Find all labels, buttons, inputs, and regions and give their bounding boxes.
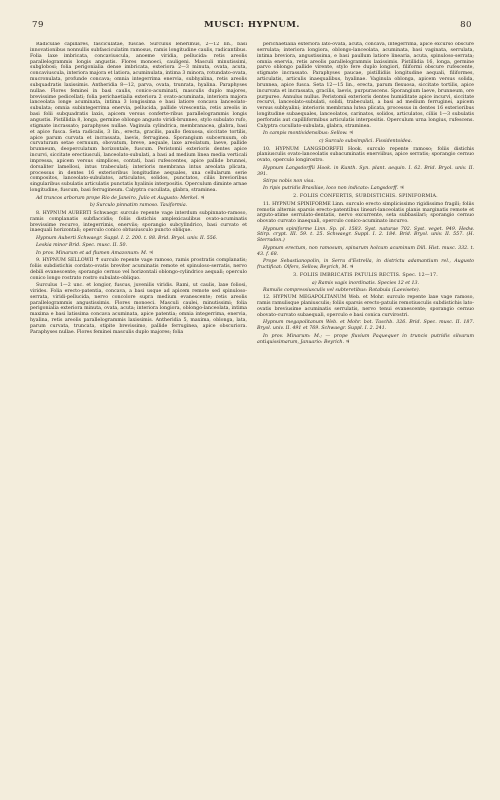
locality-line: In prov. Minarum et ad flumen Amazonum: M. ♃ <box>36 250 154 256</box>
running-header <box>30 20 474 34</box>
section-line: 3. FOLIIS IMBRICATIS PATULIS RECTIS. Spec. 12—17. <box>293 272 438 278</box>
citation-line: Hypnum erectum, non ramosum, spinarum holcum acuminum Dill. Hist. musc. 332. t. 43. f. 68. <box>257 245 474 257</box>
locality-line: In prov. Minarum: M.; — prope fluvium Paquequer in truncis putridis silvarum antiquissimarum, Januario: Beyrich. ♃ <box>257 333 474 345</box>
citation-line: Stirps nobis non visa. <box>263 178 315 184</box>
right-column <box>257 42 474 782</box>
running-title: MUSCI: HYPNUM. <box>204 20 300 30</box>
paragraph: 10. HYPNUM LANGSDORFFII Hook. surculo repente ramoso; foliis distichis planiusculis ovato-lanceolatis subacuminatis enerviibus, apice serratis; sporangio cernuo ovato, operculo longirostro. <box>257 146 474 164</box>
sub-line: a) Ramis vagis inordinatis. Species 12 et 13. <box>311 280 420 286</box>
paragraph: Surculus 1—2 unc. et longior, fuscus, juvenilis viridis. Rami, ut caulis, laxe foliosi, virides. Folia erecto-patentia, concava, a basi usque ad apicem remote sed spinuloso-serrata, viridi-pellucida, nervo concolore supra medium evanescente; retis areolis parallelogrammis angustissimis. Flores monoeci. Masculi caulei, minutissimi; folia perigonialia exteriora minuta, ovata, acuta; interiora longiora, oblongo-lanceolata, intima maxima e basi latissima concava acuminata, apice patentia; omnia integerrima, enervia, hyalina, retis areolis parallelogrammis laxissimis. Antheridia 5, maxima, oblonga, lata, parum curvata, truncata, stipite brevissimo, pallide ferruginea, apice obscuriora. Paraphyses nullae. Flores feminei masculis duplo majores; folia <box>30 283 247 335</box>
citation-line: Ramulis compressiusculis vel subteretibus: Rotabula (Laevisete). <box>263 288 421 293</box>
citation-line: Ad truncos arborum prope Rio de Janeiro, Julio et Augusto: Merkel. ♃ <box>36 195 205 201</box>
citation-line: Leskia minor Brid. Spec. musc. II. 50. <box>36 243 127 249</box>
paragraph: 12. HYPNUM MEGAPOLITANUM Web. et Mohr. surculo repente laxe vage ramoso, ramis ramulisque planiusculis; foliis sparsis erecto-patulis remotiusculis subdistichis lato-ovatis breviusime acuminatis serrulatis, nervo tenui evanescente; sporangio cernuo obovato-curvato subaequali, operculo e basi conica curvirostri. <box>257 295 474 318</box>
locality-line: In campis montividensibus: Sellow. ♃ <box>263 131 354 137</box>
page-number-right: 80 <box>460 20 472 30</box>
page-number-left: 79 <box>32 20 44 30</box>
paragraph: 9. HYPNUM SELLOWII ✝ surculo repente vage ramoso, ramis prostratis complanatis; foliis subdistichis cordato-ovatis breviter acuminatis remote et spinuloso-serratis, nervo debili evanescente; sporangio cernuo vel horizontali oblongo-cylindrico aequali; operculo conico longo rostrato rostro subulato-obliquo. <box>30 258 247 281</box>
locality-line: In ripis putridis Brasiliae, loco non indicato: Langsdorff. ♃ <box>263 186 405 192</box>
locality-line: Prope Sebastianopolin, in Serra d'Estrella, in districtu adamantium rel., Augusto fructificat: Olfers, Sellow, Beyrich, M. ♃ <box>257 259 474 270</box>
text-columns <box>30 42 474 782</box>
paragraph: Radiculae capillares, fasciculatae, fuscae. Surculus lenerimus, 2—12 lin., basi innovationibus nonnullis subfasciculatim ramosus, ramis longitudine caulis, radicantibus. Folia laxe imbricata, concaviuscula, anoeme viridia, pellucida: retis areolis parallelogrammis longis angustis. Flores monoeci, cauligeni. Masculi minutissimi, subglobosi; folia perigonialia dense imbricata, exteriora 2—3 minuta, ovata, acuta, concaviuscula, interiora majora et latiora, acuminulata, intima 3 minora, rotundato-ovata, mucronulata, profunde concava; omnia integerrima enervia, subhyalina, retis areolis subquadratis laxissimis. Antheridia 8—12, parva, ovata, trunrata, hyalina. Paraphyses nullae. Flores feminei in basi caulis, conico-acuminati, masculis duplo majores, brevissime pedicellati; folia perichaetialia exteriora 2 ovato-acuminata, interiora majora lanceolata longe acuminata, intima 3 longissima e basi latiore concava lanceolato-subulata; omnia subintegerrima enervia, pellucida, pallide virescentia, retis areolis in basi folii subquadratis laxis, apicem versus conferte-ribus parallelogrammis longis angustis. Pistillidia 8, longa, germine oblongo angusto viridi-brunneo, stylo subulato rufo, stigmate incrassato; paraphyses nullae. Vaginula cylindrica, membranacea, glabra, basi et apice fusca. Seta radicalis, 3 lin., erecta, gracilis, paullo flexuosa, siccitate tortilis, apice parum curvata et incrassata, laevis, ferruginea. Sporangium subcernuum, ob curvaturam setae cernuum, obovatum, breve, aequale, laxe areolatum, laeve, pallide brunneum, deoperculatum horizontale, fuscum. Peristomii exterioris dentes apice incurvi, siccitate erectiusculi, lanceolato-subulati, a basi ad medium linea media verticali impressa, apicem versus simplices, contati, basi rufescentes, apice pallide brunnei, dorsaliter lamellosi, intus trabeculati; interioris membrana intus areolata plicata, processus in dentes 16 exterioribus longitudine aequales, una cellularum serie compositos, lanceolato-subulatos, articulatos, solidos, punctatos, ciliis brevioribus singularibus subulatis articulatis punctatis hyalinis interpositis. Operculum diminte arnae longitudine, fuscum, basi ferrugineum. Calyptra cucullata, glabra, straminea. <box>30 42 247 194</box>
sub-line: b) Surculo pinnatim ramoso. Taxiformia. <box>89 203 188 209</box>
paragraph: 11. HYPNUM SPINIFORME Linn. surculo erecto simplicissimo rigidissimo fragili; foliis remotis alternis sparsis erecto-patentibus lineari-lanceolatis planis marginatis remote et arguto-atime serrulato-dentatis, nervo excurrente, seta subbasilari; sporangio cernuo obovato curvato inaequali, operculo conico-acuminato incurvo. <box>257 201 474 225</box>
sub-line: c) Surculo subsimplici. Fissidentoidea. <box>318 139 413 145</box>
citation-line: Hypnum megapolitanum Web. et Mohr. bot. Taschb. 326. Brid. Spec. musc. II. 187. Bryol. univ. II. 491 et 769. Schwaegr. Suppl. I. 2. 241. <box>257 320 474 332</box>
section-line: 2. FOLIIS CONFERTIS, SUBDISTICHIS. SPINIFORMIA. <box>293 194 438 200</box>
citation-line: Hypnum Auberti Schwaegr. Suppl. I. 2. 200. t. 88. Brid. Bryol. univ. II. 556. <box>36 235 218 241</box>
left-column <box>30 42 247 782</box>
citation-line: Hypnum spiniforme Linn. Sp. pl. 1583. Syst. naturae 702. Syst. veget. 949. Hedw. Stirp. crypt. III. 59. t. 25. Schwaegr. Suppl. I. 2. 184. Brid. Bryol. univ. II. 557. (H. Sterradon.) <box>257 226 474 244</box>
citation-line: Hypnum Langsdorffii Hook. in Kunth. Syn. plant. aequin. I. 62. Brid. Bryol. univ. II. 391. <box>257 165 474 177</box>
paragraph: 8. HYPNUM AUBERTI Schwaegr. surculo repente vage interdum subpinnato-ramoso, ramis complanatis subflaccidis; foliis distichis amplexicaulibus ovato-acuminatis brevissime recurvo, integerrimis, enerviis; sporangio subcylindrico, basi curvato et inaequali horizontali; operculo conico obtusiusculo puncto oblique. <box>30 210 247 234</box>
paragraph: perichaetialia exteriora lato-ovata, acuta, concava, integerrima, apice excurso obscure serrulata; interiora longiora, oblongo-lanceolata, acuminata, basi vaginata, serrulata, intima breviora, angustissima, e basi paullum latiore linearia, acuta, spinuloso-serrata; omnia enervia, retis areolis parallelogrammis laxissimis. Pistillidia 16, longa, germine parvo oblongo pallide virente, stylo fere duplo longiori, filiformi obscure rufescente, stigmate incrassato. Paraphyses paucae, pistillidiis longitudine aequali, filiformes, articulatis, articulis inaequalibus, hyalinae. Vaginula oblonga, apicem versus solida, brunnea, apice fusca. Seta 12—15 lin., erecta, parum flexuosa, siccitate tortilis, apice incurvata et incrassata, gracilis, laevis, purpurascens. Sporangium laeve, brunneum, ore purpureo. Annulus nullus. Peristomii exterioris dentes humiditate apice incurvi, siccitate recurvi, lanceolato-subulati, solidi, trabeculati, a basi ad medium ferruginei, apicem versus subhyalini; interioris membrana lutea plicata, processus in dentes 16 exterioribus longitudine subaequales, lanceolatos, carinatos, solidos, articulatos, ciliis 1—3 subulatis perforatis aut capilliformibus articulatis interpositis. Operculum urna longius, rufescens. Calyptra cucullato-subulata, glabra, straminea. <box>257 42 474 129</box>
